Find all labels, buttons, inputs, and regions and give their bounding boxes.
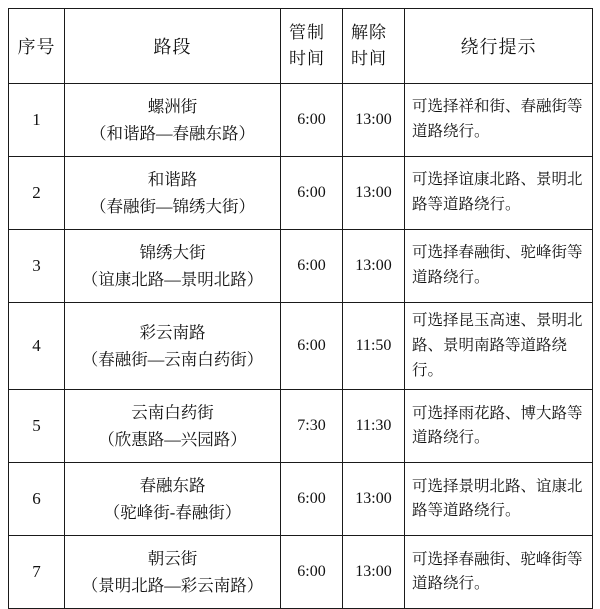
cell-tip: 可选择雨花路、博大路等道路绕行。 <box>405 390 593 463</box>
header-road: 路段 <box>65 9 281 84</box>
road-name: 锦绣大街 <box>139 242 206 262</box>
cell-end-time: 13:00 <box>343 157 405 230</box>
header-end-time-line2: 时间 <box>351 49 387 68</box>
cell-road <box>65 536 281 609</box>
table-row <box>9 463 593 536</box>
cell-tip: 可选择昆玉高速、景明北路、景明南路等道路绕行。 <box>405 303 593 390</box>
cell-end-time: 11:30 <box>343 390 405 463</box>
header-seq: 序号 <box>9 9 65 84</box>
road-range: （欣惠路—兴园路） <box>98 430 247 450</box>
cell-start-time: 6:00 <box>281 157 343 230</box>
cell-seq: 5 <box>9 390 65 463</box>
header-start-time-line1: 管制 <box>289 22 325 42</box>
cell-start-time: 6:00 <box>281 303 343 390</box>
cell-road <box>65 390 281 463</box>
table-row <box>9 303 593 390</box>
road-range: （驼峰街-春融街） <box>103 503 242 523</box>
table-row <box>9 157 593 230</box>
cell-start-time: 6:00 <box>281 463 343 536</box>
header-start-time-line2: 时间 <box>289 49 325 68</box>
cell-road <box>65 303 281 390</box>
cell-road <box>65 84 281 157</box>
road-name: 朝云街 <box>147 549 198 569</box>
table-row <box>9 84 593 157</box>
header-tip: 绕行提示 <box>405 9 593 84</box>
cell-seq: 4 <box>9 303 65 390</box>
road-range: （景明北路—彩云南路） <box>81 576 264 596</box>
cell-end-time: 13:00 <box>343 84 405 157</box>
cell-seq: 2 <box>9 157 65 230</box>
road-name: 螺洲街 <box>147 96 198 116</box>
cell-tip: 可选择景明北路、谊康北路等道路绕行。 <box>405 463 593 536</box>
road-name: 彩云南路 <box>139 322 206 342</box>
cell-start-time: 6:00 <box>281 84 343 157</box>
cell-seq: 7 <box>9 536 65 609</box>
table-body <box>9 84 593 609</box>
cell-start-time: 7:30 <box>281 390 343 463</box>
cell-tip: 可选择祥和街、春融街等道路绕行。 <box>405 84 593 157</box>
cell-seq: 6 <box>9 463 65 536</box>
road-range: （和谐路—春融东路） <box>90 124 255 143</box>
road-range: （春融街—云南白药街） <box>81 350 264 370</box>
road-name: 春融东路 <box>139 476 206 496</box>
header-row <box>9 9 593 84</box>
cell-tip: 可选择春融街、驼峰街等道路绕行。 <box>405 230 593 303</box>
cell-seq: 1 <box>9 84 65 157</box>
table-header <box>9 9 593 84</box>
cell-road <box>65 230 281 303</box>
cell-seq: 3 <box>9 230 65 303</box>
cell-road <box>65 157 281 230</box>
cell-tip: 可选择谊康北路、景明北路等道路绕行。 <box>405 157 593 230</box>
cell-start-time: 6:00 <box>281 536 343 609</box>
road-range: （谊康北路—景明北路） <box>81 270 264 289</box>
cell-end-time: 11:50 <box>343 303 405 390</box>
road-name: 和谐路 <box>147 169 198 189</box>
header-end-time-line1: 解除 <box>351 22 387 42</box>
cell-tip: 可选择春融街、驼峰街等道路绕行。 <box>405 536 593 609</box>
table-row <box>9 536 593 609</box>
table-row <box>9 230 593 303</box>
cell-end-time: 13:00 <box>343 230 405 303</box>
road-range: （春融街—锦绣大街） <box>90 197 255 216</box>
cell-end-time: 13:00 <box>343 463 405 536</box>
road-name: 云南白药街 <box>131 403 214 423</box>
cell-start-time: 6:00 <box>281 230 343 303</box>
header-start-time <box>281 9 343 84</box>
header-end-time <box>343 9 405 84</box>
table-row <box>9 390 593 463</box>
cell-end-time: 13:00 <box>343 536 405 609</box>
traffic-control-table <box>8 8 593 609</box>
cell-road <box>65 463 281 536</box>
